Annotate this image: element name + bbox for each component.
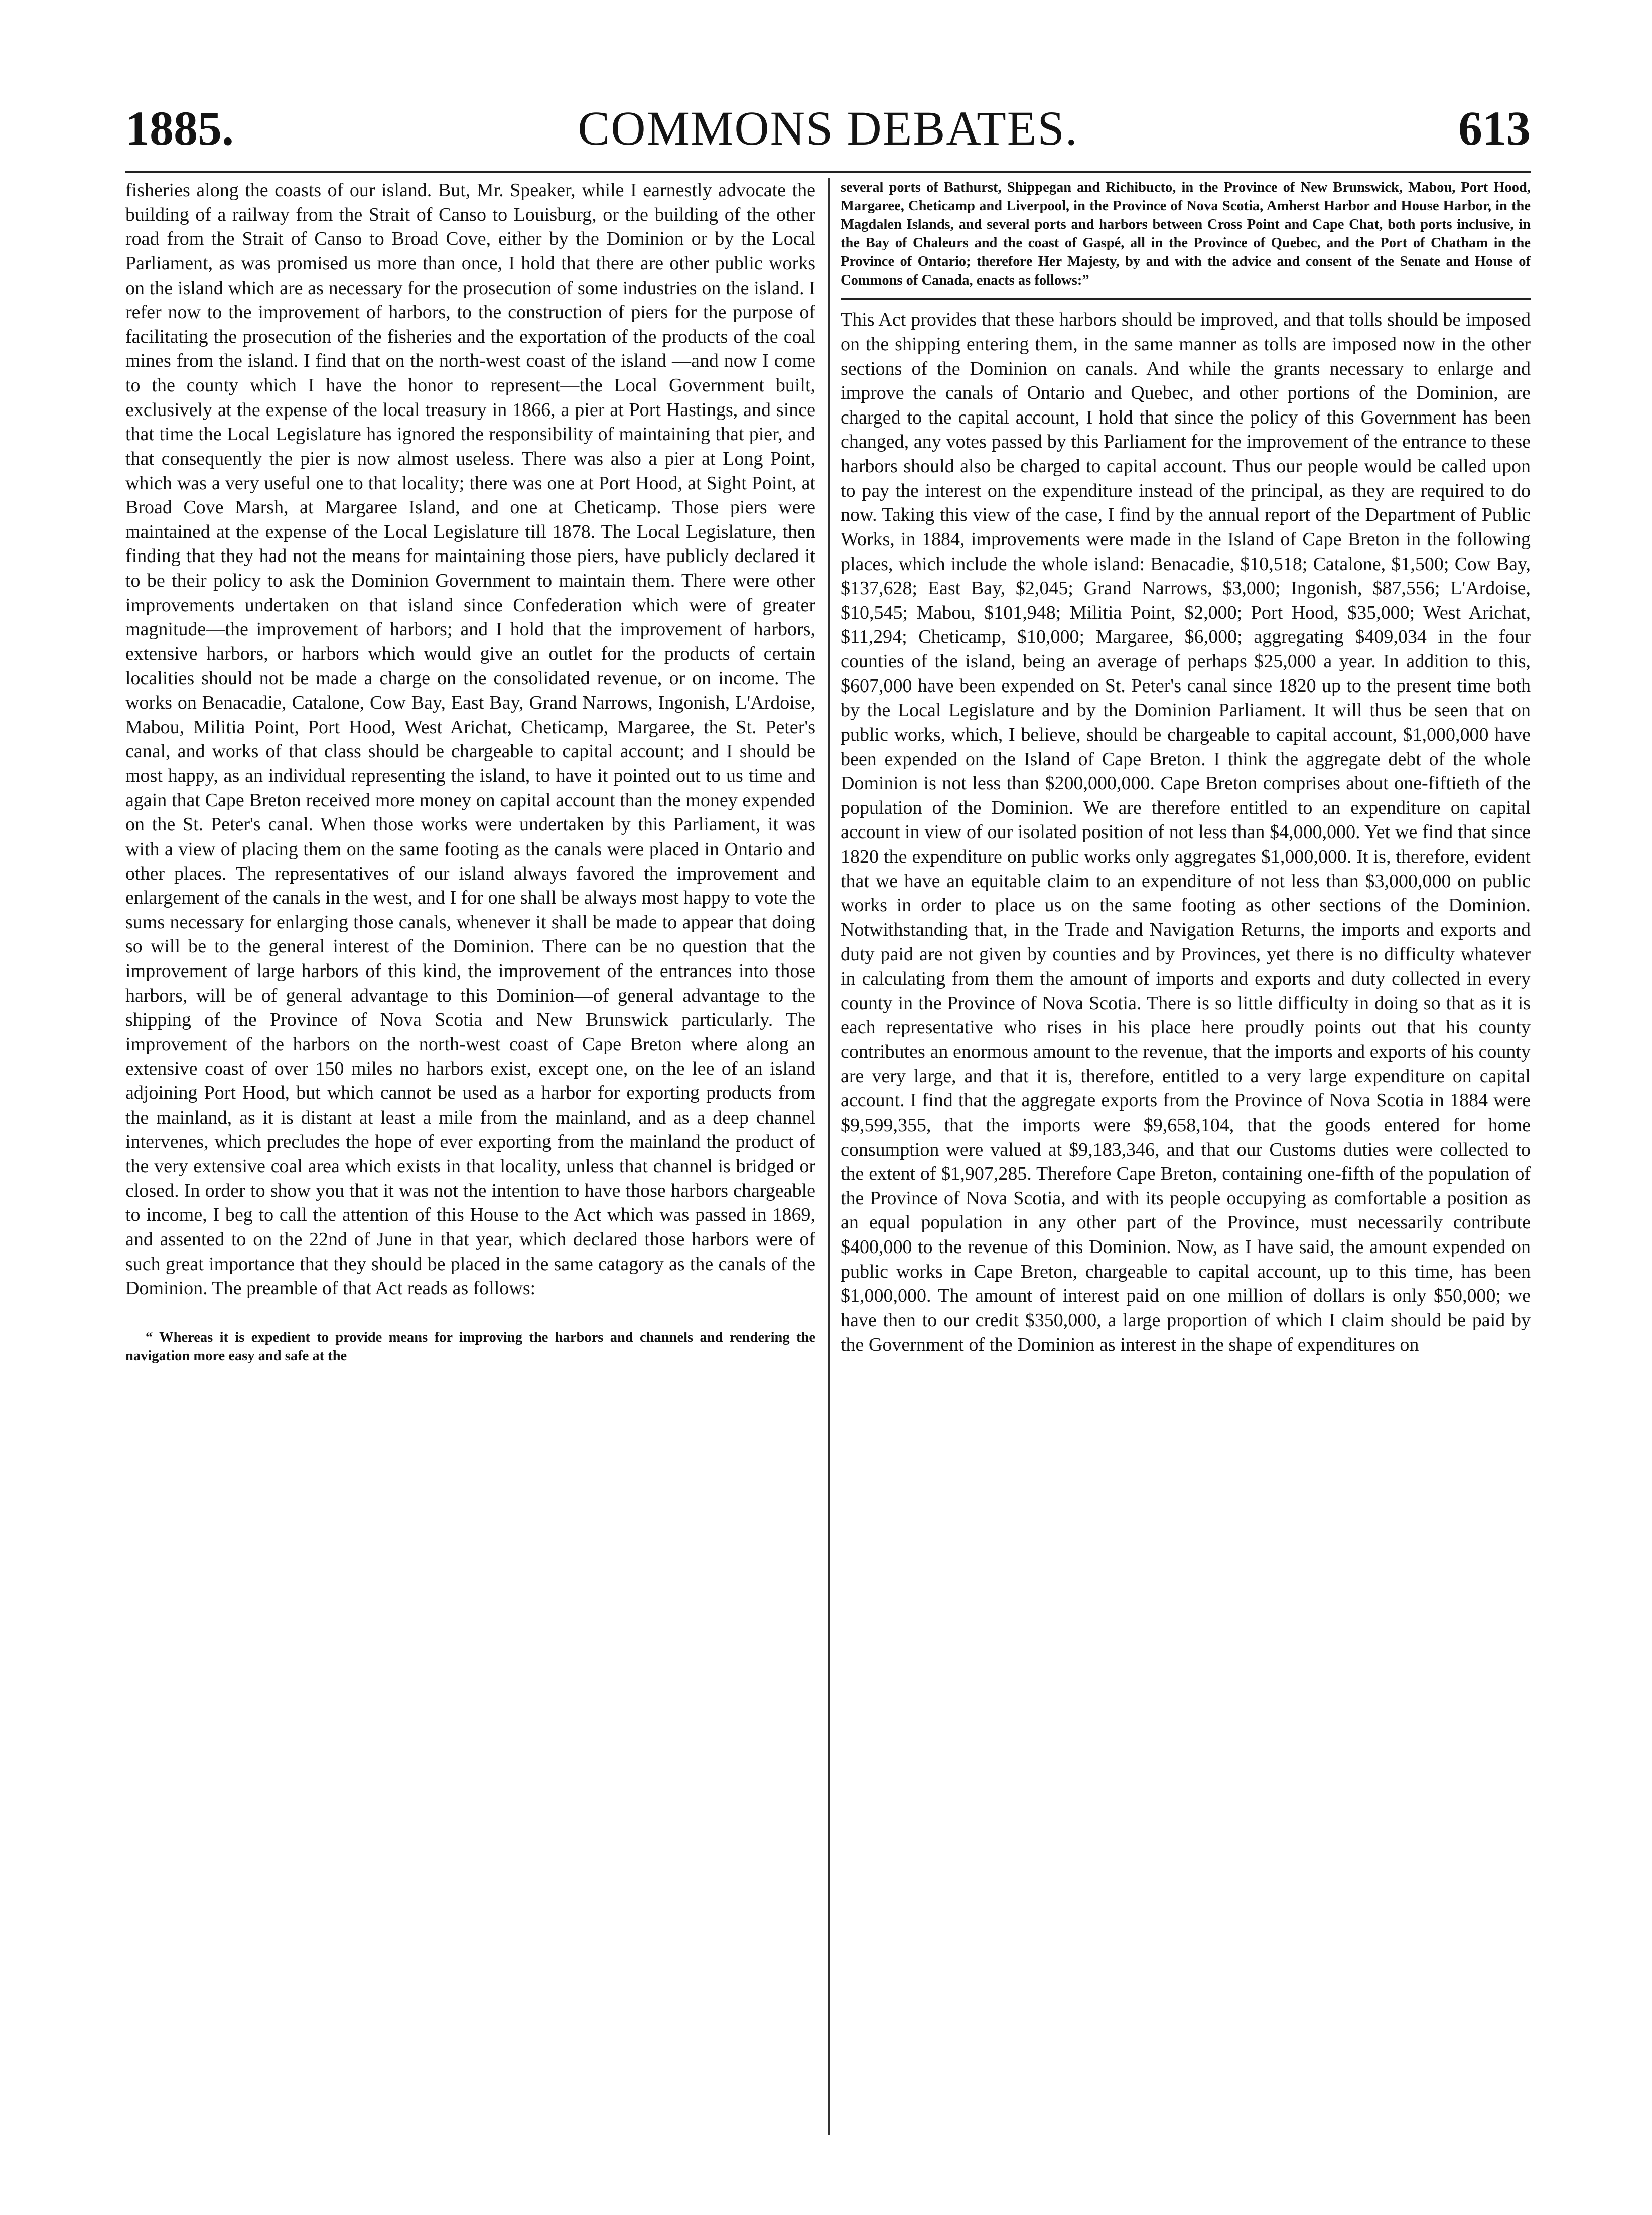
column-divider (828, 178, 830, 2135)
act-preamble-quote-continued: several ports of Bathurst, Shippegan and Richibucto, in the Province of New Brunswick, Mabou, Port Hood, Margaree, Cheticamp and Liverpool, in the Province of Nova Scotia, Amherst Harbor and House Harbor, in the Magdalen Islands, and several ports and harbors between Cross Point and Cape Chat, both ports inclusive, in the Bay of Chaleurs and the coast of Gaspé, all in the Province of Quebec, and the Port of Chatham in the Province of Ontario; therefore Her Majesty, by and with the advice and consent of the Senate and House of Commons of Canada, enacts as follows:” (841, 180, 1531, 289)
left-column-text: fisheries along the coasts of our island. But, Mr. Speaker, while I earnestly advocate the building of a railway from the Strait of Canso to Louisburg, or the building of the other road from the Strait of Canso to Broad Cove, either by the Dominion or by the Local Parliament, as was promised us more than once, I hold that there are other public works on the island which are as necessary for the prosecution of some industries on the island. I refer now to the improvement of harbors, to the construction of piers for the purpose of facilitating the prosecution of the fisheries and the exportation of the products of the coal mines from the island. I find that on the north-west coast of the island —and now I come to the county which I have the honor to represent—the Local Government built, exclusively at the expense of the local treasury in 1866, a pier at Port Hastings, and since that time the Local Legislature has ignored the responsibility of maintaining that pier, and that consequently the pier is now almost useless. There was also a pier at Long Point, which was a very useful one to that locality; there was one at Port Hood, at Sight Point, at Broad Cove Marsh, at Margaree Island, and one at Cheticamp. Those piers were maintained at the expense of the Local Legislature till 1878. The Local Legislature, then finding that they had not the means for maintaining those piers, have publicly declared it to be their policy to ask the Dominion Government to maintain them. There were other improvements undertaken on that island since Confederation which were of greater magnitude—the improvement of harbors; and I hold that the improvement of harbors, extensive harbors, or harbors which would give an outlet for the products of certain localities should not be made a charge on the consolidated revenue, or on income. The works on Benacadie, Catalone, Cow Bay, East Bay, Grand Narrows, Ingonish, L'Ardoise, Mabou, Militia Point, Port Hood, West Arichat, Cheticamp, Margaree, the St. Peter's canal, and works of that class should be chargeable to capital account; and I should be most happy, as an individual representing the island, to have it pointed out to us time and again that Cape Breton received more money on capital account than the money expended on the St. Peter's canal. When those works were undertaken by this Parliament, it was with a view of placing them on the same footing as the canals were placed in Ontario and other places. The representatives of our island always favored the improvement and enlargement of the canals in the west, and I for one shall be always most happy to vote the sums necessary for enlarging those canals, whenever it shall be made to appear that doing so will be to the general interest of the Dominion. There can be no question that the improvement of large harbors of this kind, the improvement of the entrances into those harbors, will be of general advantage to this Dominion—of general advantage to the shipping of the Province of Nova Scotia and New Brunswick particularly. The improvement of the harbors on the north-west coast of Cape Breton where along an extensive coast of over 150 miles no harbors exist, except one, on the lee of an island adjoining Port Hood, but which cannot be used as a harbor for exporting products from the mainland, as it is distant at least a mile from the mainland, and as a deep channel intervenes, which precludes the hope of ever exporting from the mainland the product of the very extensive coal area which exists in that locality, unless that channel is bridged or closed. In order to show you that it was not the intention to have those harbors chargeable to income, I beg to call the attention of this House to the Act which was passed in 1869, and assented to on the 22nd of June in that year, which declared those harbors were of such great importance that they should be placed in the same catagory as the canals of the Dominion. The preamble of that Act reads as follows: (125, 180, 815, 1299)
act-preamble-quote-start: “ Whereas it is expedient to provide means for improving the harbors and channels and rendering the navigation more easy and safe at the (125, 1329, 815, 1364)
header-year: 1885. (125, 101, 234, 155)
right-column-text: This Act provides that these harbors should be improved, and that tolls should be imposed on the shipping entering them, in the same manner as tolls are imposed now in the other sections of the Dominion on canals. And while the grants necessary to enlarge and improve the canals of Ontario and Quebec, and other portions of the Dominion, are charged to the capital account, I hold that since the policy of this Government has been changed, any votes passed by this Parliament for the improvement of the entrance to these harbors should also be charged to capital account. Thus our people would be called upon to pay the interest on the expenditure instead of the principal, as they are required to do now. Taking this view of the case, I find by the annual report of the Department of Public Works, in 1884, improvements were made in the Island of Cape Breton in the following places, which include the whole island: Benacadie, $10,518; Catalone, $1,500; Cow Bay, $137,628; East Bay, $2,045; Grand Narrows, $3,000; Ingonish, $87,556; L'Ardoise, $10,545; Mabou, $101,948; Militia Point, $2,000; Port Hood, $35,000; West Arichat, $11,294; Cheticamp, $10,000; Margaree, $6,000; aggregating $409,034 in the four counties of the island, being an average of perhaps $25,000 a year. In addition to this, $607,000 have been expended on St. Peter's canal since 1820 up to the present time both by the Local Legislature and by the Dominion Parliament. It will thus be seen that on public works, which, I believe, should be chargeable to capital account, $1,000,000 have been expended on the Island of Cape Breton. I think the aggregate debt of the whole Dominion is not less than $200,000,000. Cape Breton comprises about one-fiftieth of the population of the Dominion. We are therefore entitled to an expenditure on capital account in view of our isolated position of not less than $4,000,000. Yet we find that since 1820 the expenditure on public works only aggregates $1,000,000. It is, therefore, evident that we have an equitable claim to an expenditure of not less than $3,000,000 on public works in order to place us on the same footing as other sections of the Dominion. Notwithstanding that, in the Trade and Navigation Returns, the imports and exports and duty paid are not given by counties and by Provinces, yet there is no difficulty whatever in calculating from them the amount of imports and exports and duty collected in every county in the Province of Nova Scotia. There is so little difficulty in doing so that as it is each representative who rises in his place here proudly points out that his county contributes an enormous amount to the revenue, that the imports and exports of his county are very large, and that it is, therefore, entitled to a very large expenditure on capital account. I find that the aggregate exports from the Province of Nova Scotia in 1884 were $9,599,355, that the imports were $9,658,104, that the goods entered for home consumption were valued at $9,183,346, and that our Customs duties were collected to the extent of $1,907,285. Therefore Cape Breton, containing one-fifth of the population of the Province of Nova Scotia, and with its people occupying as comfortable a position as an equal population in any other part of the Province, must necessarily contribute $400,000 to the revenue of this Dominion. Now, as I have said, the amount expended on public works in Cape Breton, chargeable to capital account, up to this time, has been $1,000,000. The amount of interest paid on one million of dollars is only $50,000; we have then to our credit $350,000, a large proportion of which I claim should be paid by the Government of the Dominion as interest in the shape of expenditures on (841, 309, 1531, 1355)
publication-title: COMMONS DEBATES. (578, 101, 1078, 155)
page-header (125, 100, 1531, 161)
left-column (125, 178, 815, 2135)
header-rule (125, 171, 1531, 173)
page-number: 613 (1458, 101, 1531, 155)
quote-rule (841, 298, 1531, 300)
right-column (841, 178, 1531, 2135)
